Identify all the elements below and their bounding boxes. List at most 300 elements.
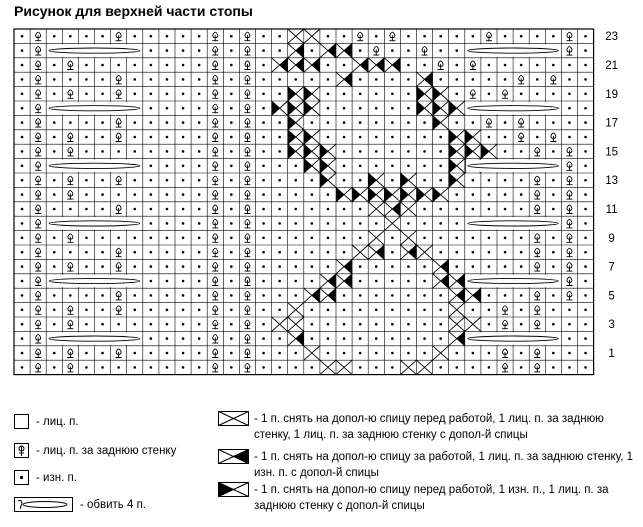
purl-dot bbox=[407, 150, 410, 153]
purl-dot bbox=[21, 193, 24, 196]
purl-dot bbox=[343, 179, 346, 182]
purl-dot bbox=[182, 93, 185, 96]
purl-dot bbox=[85, 35, 88, 38]
purl-dot bbox=[584, 64, 587, 67]
purl-dot bbox=[568, 107, 571, 110]
purl-dot bbox=[504, 237, 507, 240]
purl-dot bbox=[504, 208, 507, 211]
purl-dot bbox=[343, 64, 346, 67]
purl-dot bbox=[230, 237, 233, 240]
purl-dot bbox=[311, 337, 314, 340]
purl-dot bbox=[423, 337, 426, 340]
purl-dot bbox=[166, 251, 169, 254]
purl-dot bbox=[439, 323, 442, 326]
purl-dot bbox=[101, 294, 104, 297]
purl-dot bbox=[278, 136, 281, 139]
purl-dot bbox=[278, 121, 281, 124]
purl-dot bbox=[198, 179, 201, 182]
purl-dot bbox=[423, 35, 426, 38]
row-number: 3 bbox=[608, 319, 615, 332]
purl-dot bbox=[359, 49, 362, 52]
purl-dot bbox=[520, 150, 523, 153]
purl-dot bbox=[53, 208, 56, 211]
purl-dot bbox=[439, 309, 442, 312]
purl-dot bbox=[568, 337, 571, 340]
purl-dot bbox=[230, 309, 233, 312]
purl-dot bbox=[85, 78, 88, 81]
purl-dot bbox=[375, 121, 378, 124]
purl-dot bbox=[536, 64, 539, 67]
purl-dot bbox=[391, 352, 394, 355]
legend-wrap-label: - обвить 4 п. bbox=[80, 499, 147, 511]
purl-dot bbox=[150, 222, 153, 225]
legend-knit-label: - лиц. п. bbox=[36, 416, 79, 428]
purl-dot bbox=[117, 323, 120, 326]
purl-dot bbox=[520, 179, 523, 182]
purl-dot bbox=[85, 193, 88, 196]
purl-dot bbox=[359, 165, 362, 168]
purl-dot bbox=[584, 352, 587, 355]
purl-dot bbox=[53, 309, 56, 312]
purl-dot bbox=[423, 309, 426, 312]
purl-dot bbox=[133, 294, 136, 297]
wrap-cell-bg bbox=[47, 44, 142, 56]
purl-dot bbox=[391, 179, 394, 182]
purl-dot bbox=[584, 237, 587, 240]
purl-dot bbox=[584, 78, 587, 81]
purl-dot bbox=[391, 107, 394, 110]
purl-dot bbox=[262, 193, 265, 196]
purl-dot bbox=[182, 150, 185, 153]
purl-dot bbox=[166, 352, 169, 355]
purl-dot bbox=[455, 35, 458, 38]
purl-dot bbox=[391, 251, 394, 254]
purl-dot bbox=[375, 222, 378, 225]
purl-dot bbox=[568, 323, 571, 326]
purl-dot bbox=[69, 78, 72, 81]
purl-dot-icon bbox=[14, 470, 30, 486]
purl-dot bbox=[472, 251, 475, 254]
purl-dot bbox=[472, 208, 475, 211]
purl-dot bbox=[262, 35, 265, 38]
purl-dot bbox=[166, 337, 169, 340]
purl-dot bbox=[343, 222, 346, 225]
purl-dot bbox=[439, 208, 442, 211]
purl-dot bbox=[182, 107, 185, 110]
purl-dot bbox=[359, 309, 362, 312]
purl-dot bbox=[423, 352, 426, 355]
purl-dot bbox=[69, 121, 72, 124]
purl-dot bbox=[85, 309, 88, 312]
legend-purl bbox=[14, 470, 204, 490]
purl-dot bbox=[423, 323, 426, 326]
purl-dot bbox=[311, 49, 314, 52]
purl-dot bbox=[343, 136, 346, 139]
legend-cross2 bbox=[218, 449, 638, 483]
purl-dot bbox=[327, 64, 330, 67]
purl-dot bbox=[472, 237, 475, 240]
purl-dot bbox=[375, 150, 378, 153]
purl-dot bbox=[21, 121, 24, 124]
purl-dot bbox=[101, 208, 104, 211]
purl-dot bbox=[182, 121, 185, 124]
purl-dot bbox=[391, 150, 394, 153]
purl-dot bbox=[520, 294, 523, 297]
purl-dot bbox=[182, 193, 185, 196]
purl-dot bbox=[53, 136, 56, 139]
purl-dot bbox=[101, 251, 104, 254]
purl-dot bbox=[488, 78, 491, 81]
purl-dot bbox=[101, 179, 104, 182]
purl-dot bbox=[423, 150, 426, 153]
row-number: 19 bbox=[605, 88, 618, 101]
row-number: 17 bbox=[605, 117, 618, 130]
purl-dot bbox=[53, 237, 56, 240]
purl-dot bbox=[198, 107, 201, 110]
purl-dot bbox=[182, 136, 185, 139]
purl-dot bbox=[311, 121, 314, 124]
purl-dot bbox=[520, 208, 523, 211]
purl-dot bbox=[504, 150, 507, 153]
purl-dot bbox=[343, 165, 346, 168]
purl-dot bbox=[182, 165, 185, 168]
purl-dot bbox=[584, 35, 587, 38]
purl-dot bbox=[278, 179, 281, 182]
purl-dot bbox=[552, 193, 555, 196]
purl-dot bbox=[150, 165, 153, 168]
purl-dot bbox=[166, 366, 169, 369]
purl-dot bbox=[166, 193, 169, 196]
purl-dot bbox=[375, 265, 378, 268]
purl-dot bbox=[343, 294, 346, 297]
purl-dot bbox=[150, 352, 153, 355]
purl-dot bbox=[230, 179, 233, 182]
purl-dot bbox=[21, 294, 24, 297]
purl-dot bbox=[198, 352, 201, 355]
purl-dot bbox=[359, 208, 362, 211]
purl-dot bbox=[584, 222, 587, 225]
purl-dot bbox=[230, 150, 233, 153]
purl-dot bbox=[375, 323, 378, 326]
purl-dot bbox=[568, 352, 571, 355]
purl-dot bbox=[584, 208, 587, 211]
purl-dot bbox=[584, 265, 587, 268]
purl-dot bbox=[182, 222, 185, 225]
purl-dot bbox=[391, 93, 394, 96]
purl-dot bbox=[101, 193, 104, 196]
purl-dot bbox=[294, 294, 297, 297]
purl-dot bbox=[198, 251, 201, 254]
purl-dot bbox=[294, 193, 297, 196]
purl-dot bbox=[198, 366, 201, 369]
purl-dot bbox=[488, 179, 491, 182]
purl-dot bbox=[117, 150, 120, 153]
purl-dot bbox=[198, 121, 201, 124]
purl-dot bbox=[198, 150, 201, 153]
purl-dot bbox=[278, 78, 281, 81]
purl-dot bbox=[53, 64, 56, 67]
purl-dot bbox=[520, 251, 523, 254]
wrap-cell-bg bbox=[466, 44, 561, 56]
row-number: 15 bbox=[605, 146, 618, 159]
purl-dot bbox=[101, 64, 104, 67]
purl-dot bbox=[391, 366, 394, 369]
purl-dot bbox=[504, 179, 507, 182]
purl-dot bbox=[343, 309, 346, 312]
purl-dot bbox=[53, 150, 56, 153]
purl-dot bbox=[439, 337, 442, 340]
purl-dot bbox=[21, 150, 24, 153]
purl-dot bbox=[198, 237, 201, 240]
purl-dot bbox=[230, 222, 233, 225]
purl-dot bbox=[536, 136, 539, 139]
purl-dot bbox=[166, 280, 169, 283]
purl-dot bbox=[568, 309, 571, 312]
purl-dot bbox=[343, 251, 346, 254]
purl-dot bbox=[150, 280, 153, 283]
purl-dot bbox=[182, 309, 185, 312]
purl-dot bbox=[311, 280, 314, 283]
purl-dot bbox=[150, 64, 153, 67]
purl-dot bbox=[182, 294, 185, 297]
purl-dot bbox=[182, 208, 185, 211]
purl-dot bbox=[53, 35, 56, 38]
purl-dot bbox=[182, 237, 185, 240]
left-cross-icon bbox=[218, 449, 250, 465]
purl-dot bbox=[150, 208, 153, 211]
purl-dot bbox=[584, 193, 587, 196]
purl-dot bbox=[455, 78, 458, 81]
purl-dot bbox=[166, 222, 169, 225]
purl-dot bbox=[488, 64, 491, 67]
purl-dot bbox=[407, 165, 410, 168]
purl-dot bbox=[407, 64, 410, 67]
row-number: 21 bbox=[605, 60, 618, 72]
purl-dot bbox=[439, 179, 442, 182]
purl-dot bbox=[391, 165, 394, 168]
purl-dot bbox=[21, 323, 24, 326]
purl-dot bbox=[391, 337, 394, 340]
purl-dot bbox=[182, 49, 185, 52]
purl-dot bbox=[230, 165, 233, 168]
purl-dot bbox=[198, 193, 201, 196]
purl-dot bbox=[568, 93, 571, 96]
purl-dot bbox=[198, 337, 201, 340]
purl-dot bbox=[327, 93, 330, 96]
purl-dot bbox=[375, 294, 378, 297]
purl-dot bbox=[455, 64, 458, 67]
purl-dot bbox=[262, 121, 265, 124]
purl-dot bbox=[101, 309, 104, 312]
purl-dot bbox=[166, 208, 169, 211]
purl-dot bbox=[182, 35, 185, 38]
purl-dot bbox=[536, 35, 539, 38]
purl-dot bbox=[166, 64, 169, 67]
purl-dot bbox=[198, 265, 201, 268]
purl-dot bbox=[536, 121, 539, 124]
wrap-cell-bg bbox=[466, 275, 561, 287]
purl-dot bbox=[278, 280, 281, 283]
purl-dot bbox=[262, 337, 265, 340]
purl-dot bbox=[53, 93, 56, 96]
purl-dot bbox=[85, 208, 88, 211]
purl-dot bbox=[472, 193, 475, 196]
purl-dot bbox=[278, 366, 281, 369]
purl-dot bbox=[21, 265, 24, 268]
purl-dot bbox=[488, 366, 491, 369]
purl-dot bbox=[375, 337, 378, 340]
purl-dot bbox=[391, 237, 394, 240]
purl-dot bbox=[343, 35, 346, 38]
purl-dot bbox=[101, 35, 104, 38]
purl-dot bbox=[21, 237, 24, 240]
purl-dot bbox=[472, 352, 475, 355]
purl-dot bbox=[133, 251, 136, 254]
purl-dot bbox=[182, 352, 185, 355]
purl-dot bbox=[520, 352, 523, 355]
purl-dot bbox=[53, 179, 56, 182]
purl-dot bbox=[488, 208, 491, 211]
row-number: 23 bbox=[605, 31, 618, 44]
purl-dot bbox=[423, 222, 426, 225]
purl-dot bbox=[101, 78, 104, 81]
purl-dot bbox=[327, 237, 330, 240]
purl-dot bbox=[278, 251, 281, 254]
purl-dot bbox=[375, 352, 378, 355]
purl-dot bbox=[423, 64, 426, 67]
purl-dot bbox=[327, 352, 330, 355]
purl-dot bbox=[568, 121, 571, 124]
purl-dot bbox=[182, 280, 185, 283]
purl-dot bbox=[359, 150, 362, 153]
purl-dot bbox=[504, 64, 507, 67]
purl-dot bbox=[262, 150, 265, 153]
purl-dot bbox=[101, 265, 104, 268]
purl-dot bbox=[133, 323, 136, 326]
wrap-cell-bg bbox=[47, 102, 142, 114]
purl-dot bbox=[439, 294, 442, 297]
purl-dot bbox=[133, 237, 136, 240]
purl-dot bbox=[327, 337, 330, 340]
purl-dot bbox=[423, 237, 426, 240]
purl-dot bbox=[472, 366, 475, 369]
purl-dot bbox=[133, 64, 136, 67]
legend-purl-label: - изн. п. bbox=[36, 472, 77, 484]
purl-dot bbox=[150, 107, 153, 110]
purl-dot bbox=[69, 35, 72, 38]
purl-dot bbox=[294, 78, 297, 81]
row-number: 11 bbox=[605, 204, 618, 216]
purl-dot bbox=[552, 179, 555, 182]
purl-dot bbox=[198, 64, 201, 67]
purl-dot bbox=[343, 121, 346, 124]
purl-dot bbox=[294, 265, 297, 268]
purl-dot bbox=[21, 208, 24, 211]
purl-dot bbox=[423, 136, 426, 139]
purl-dot bbox=[262, 323, 265, 326]
purl-dot bbox=[584, 93, 587, 96]
legend-cross3 bbox=[218, 482, 638, 516]
purl-dot bbox=[182, 251, 185, 254]
purl-dot bbox=[117, 193, 120, 196]
purl-dot bbox=[488, 237, 491, 240]
purl-dot bbox=[166, 294, 169, 297]
purl-dot bbox=[584, 337, 587, 340]
purl-dot bbox=[21, 78, 24, 81]
purl-dot bbox=[101, 136, 104, 139]
purl-dot bbox=[294, 352, 297, 355]
purl-dot bbox=[327, 222, 330, 225]
purl-dot bbox=[198, 208, 201, 211]
purl-dot bbox=[182, 179, 185, 182]
purl-dot bbox=[150, 265, 153, 268]
purl-dot bbox=[150, 337, 153, 340]
purl-dot bbox=[407, 323, 410, 326]
purl-dot bbox=[278, 193, 281, 196]
purl-dot bbox=[166, 78, 169, 81]
purl-dot bbox=[584, 121, 587, 124]
purl-dot bbox=[133, 179, 136, 182]
purl-dot bbox=[488, 323, 491, 326]
purl-dot bbox=[278, 222, 281, 225]
purl-dot bbox=[311, 193, 314, 196]
purl-dot bbox=[311, 366, 314, 369]
purl-dot bbox=[85, 265, 88, 268]
purl-dot bbox=[375, 136, 378, 139]
purl-dot bbox=[166, 107, 169, 110]
purl-dot bbox=[230, 136, 233, 139]
legend-cross2-label: - 1 п. снять на допол-ю спицу за работой, 1 лиц. п. за заднюю стенку, 1 изн. п. с допол-й спицы bbox=[254, 451, 633, 479]
purl-dot bbox=[439, 366, 442, 369]
purl-dot bbox=[391, 280, 394, 283]
legend-cross1-label: - 1 п. снять на допол-ю спицу перед работой, 1 лиц. п. за заднюю стенку, 1 лиц. п. за заднюю стенку с допол-й спицы bbox=[254, 413, 604, 441]
purl-dot bbox=[359, 107, 362, 110]
purl-dot bbox=[327, 265, 330, 268]
purl-dot bbox=[520, 35, 523, 38]
purl-dot bbox=[262, 136, 265, 139]
purl-dot bbox=[568, 366, 571, 369]
purl-dot bbox=[391, 121, 394, 124]
purl-dot bbox=[375, 280, 378, 283]
purl-dot bbox=[584, 323, 587, 326]
purl-dot bbox=[85, 323, 88, 326]
purl-dot bbox=[21, 280, 24, 283]
wrap-cell-bg bbox=[47, 217, 142, 229]
purl-dot bbox=[552, 323, 555, 326]
purl-dot bbox=[150, 49, 153, 52]
purl-dot bbox=[150, 35, 153, 38]
purl-dot bbox=[117, 366, 120, 369]
purl-dot bbox=[262, 64, 265, 67]
row-number: 9 bbox=[608, 232, 615, 245]
purl-dot bbox=[294, 208, 297, 211]
purl-dot bbox=[230, 208, 233, 211]
purl-dot bbox=[262, 222, 265, 225]
purl-dot bbox=[278, 352, 281, 355]
purl-dot bbox=[311, 323, 314, 326]
purl-dot bbox=[327, 35, 330, 38]
purl-dot bbox=[294, 280, 297, 283]
purl-dot bbox=[278, 165, 281, 168]
purl-dot bbox=[488, 294, 491, 297]
purl-dot bbox=[343, 93, 346, 96]
purl-dot bbox=[230, 323, 233, 326]
purl-dot bbox=[552, 251, 555, 254]
purl-dot bbox=[182, 265, 185, 268]
purl-dot bbox=[439, 165, 442, 168]
purl-dot bbox=[198, 93, 201, 96]
purl-dot bbox=[504, 136, 507, 139]
